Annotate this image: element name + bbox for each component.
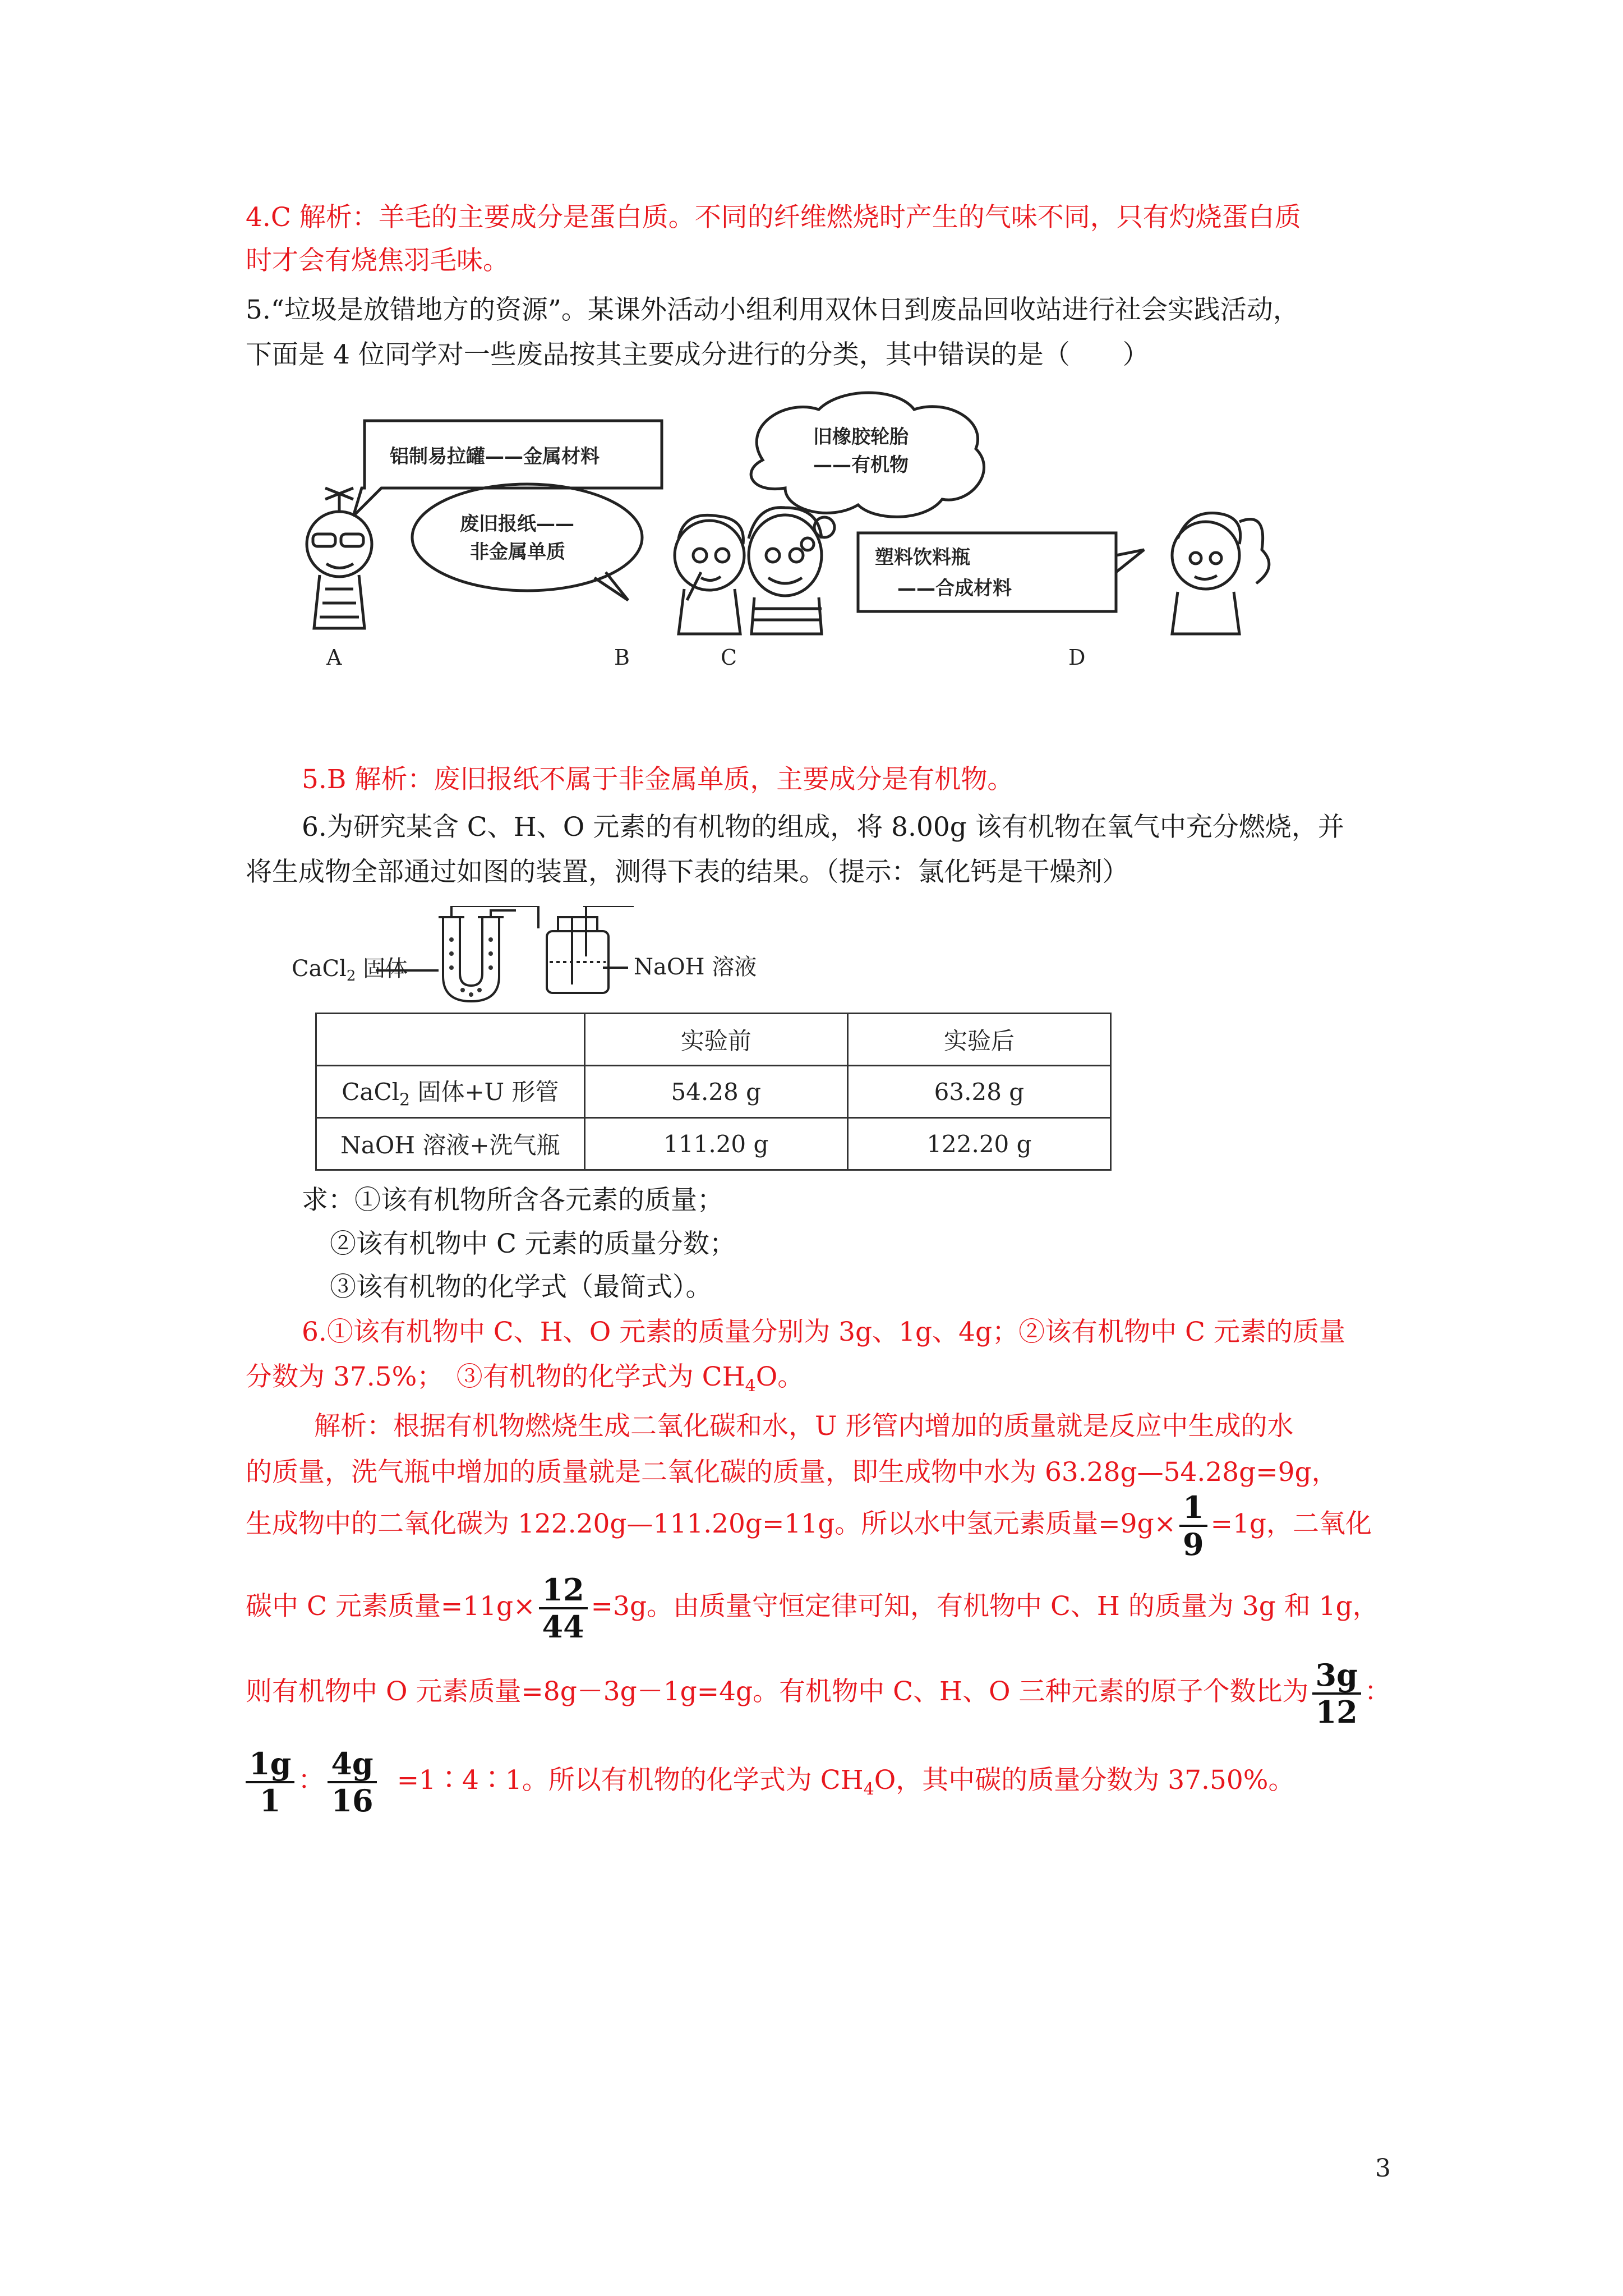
q6-answer-line8: $\frac{1g}{1}$ ： $\frac{4g}{16}$ =1∶4∶1。所以有机物的化学式为 $CH_4O$，其中碳的质量分数为 37.50%。: [246, 1745, 1294, 1825]
fraction-4g-16: $\frac{4g}{16}$: [328, 1746, 376, 1818]
table-row: [316, 1066, 1111, 1118]
figure-c: [749, 508, 822, 634]
bubble-c-text-1: 旧橡胶轮胎: [813, 426, 909, 448]
bubble-d-text-1: 塑料饮料瓶: [875, 546, 970, 569]
q6-ask-3: ③该有机物的化学式（最简式）。: [330, 1272, 712, 1303]
svg-text:CaCl2 固体: [292, 956, 408, 984]
q6-answer-line5: 生成物中的二氧化碳为 122.20g—111.20g=11g。所以水中氢元素质量=9g× $\frac{1}{9}$ =1g，二氧化: [246, 1489, 1372, 1562]
q6-answer-line4: 的质量，洗气瓶中增加的质量就是二氧化碳的质量，即生成物中水为 63.28g—54.28g=9g，: [246, 1457, 1338, 1488]
label-c: C: [721, 645, 737, 668]
row1-after: 63.28 g: [847, 1066, 1110, 1118]
bubble-c-text-2: ——有机物: [813, 454, 909, 476]
cacl2-label: CaCl: [292, 956, 347, 982]
cacl2-sub: 2: [346, 968, 356, 984]
label-d: D: [1068, 645, 1086, 668]
page-number: 3: [1375, 2154, 1391, 2183]
fraction-1-9: $\frac{1}{9}$: [1179, 1490, 1207, 1562]
q5-answer: 5.B 解析：废旧报纸不属于非金属单质，主要成分是有机物。: [302, 764, 1014, 795]
q6-line2: 将生成物全部通过如图的装置，测得下表的结果。（提示：氯化钙是干燥剂）: [246, 857, 1129, 887]
bubble-d-text-2: ——合成材料: [897, 577, 1012, 600]
naoh-label: NaOH 溶液: [634, 954, 757, 980]
bubble-d: [858, 533, 1116, 611]
fraction-3g-12: $\frac{3g}{12}$: [1312, 1658, 1361, 1729]
bubble-b-text-2: 非金属单质: [470, 541, 565, 563]
figure-b: [675, 515, 744, 634]
q6-answer-line2: 分数为 37.5%； ③有机物的化学式为 $CH_4O$。: [246, 1361, 804, 1396]
cacl2-suffix: 固体: [356, 956, 408, 982]
q6-ask-2: ②该有机物中 C 元素的质量分数；: [330, 1228, 736, 1259]
bubble-a-text: 铝制易拉罐——金属材料: [390, 445, 600, 468]
row2-after: 122.20 g: [847, 1118, 1110, 1170]
row2-before: 111.20 g: [584, 1118, 847, 1170]
fraction-12-44: $\frac{12}{44}$: [539, 1572, 588, 1644]
q4-answer-line1: 4.C 解析：羊毛的主要成分是蛋白质。不同的纤维燃烧时产生的气味不同，只有灼烧蛋白质: [246, 202, 1301, 233]
q4-answer-line2: 时才会有烧焦羽毛味。: [246, 245, 509, 276]
apparatus-diagram: [292, 906, 796, 1004]
table-row: [316, 1118, 1111, 1170]
q5-line1: 5.“垃圾是放错地方的资源”。某课外活动小组利用双休日到废品回收站进行社会实践活动，: [246, 295, 1299, 325]
label-a: A: [326, 645, 342, 668]
cartoon-figure: [292, 387, 1436, 668]
figure-d: [1172, 513, 1269, 634]
row1-before: 54.28 g: [584, 1066, 847, 1118]
q6-answer-line6: 碳中 C 元素质量=11g× $\frac{12}{44}$ =3g。由质量守恒定律可知，有机物中 C、H 的质量为 3g 和 1g，: [246, 1572, 1379, 1645]
q6-line1: 6.为研究某含 C、H、O 元素的有机物的组成，将 8.00g 该有机物在氧气中充分燃烧，并: [302, 812, 1344, 843]
header-after: 实验后: [847, 1014, 1110, 1066]
fraction-1g-1: $\frac{1g}{1}$: [246, 1746, 294, 1818]
row1-label: CaCl$_2$ 固体+U 形管: [316, 1066, 585, 1118]
q6-answer-line1: 6.①该有机物中 C、H、O 元素的质量分别为 3g、1g、4g；②该有机物中 C 元素的质量: [302, 1317, 1345, 1347]
row2-label: NaOH 溶液+洗气瓶: [316, 1118, 585, 1170]
u-tube: [443, 917, 499, 1001]
q6-answer-line7: 则有机物中 O 元素质量=8g－3g－1g=4g。有机物中 C、H、O 三种元素的原子个数比为 $\frac{3g}{12}$ ：: [246, 1657, 1391, 1730]
q6-answer-line3: 解析：根据有机物燃烧生成二氧化碳和水，U 形管内增加的质量就是反应中生成的水: [314, 1411, 1294, 1442]
bubble-b-text-1: 废旧报纸——: [460, 513, 574, 535]
q6-ask-1: 求：①该有机物所含各元素的质量；: [302, 1185, 723, 1216]
results-table: [315, 1013, 1112, 1171]
header-before: 实验前: [584, 1014, 847, 1066]
label-b: B: [614, 645, 630, 668]
q5-line2: 下面是 4 位同学对一些废品按其主要成分进行的分类，其中错误的是（ ）: [246, 339, 1149, 370]
table-corner: [316, 1014, 585, 1066]
